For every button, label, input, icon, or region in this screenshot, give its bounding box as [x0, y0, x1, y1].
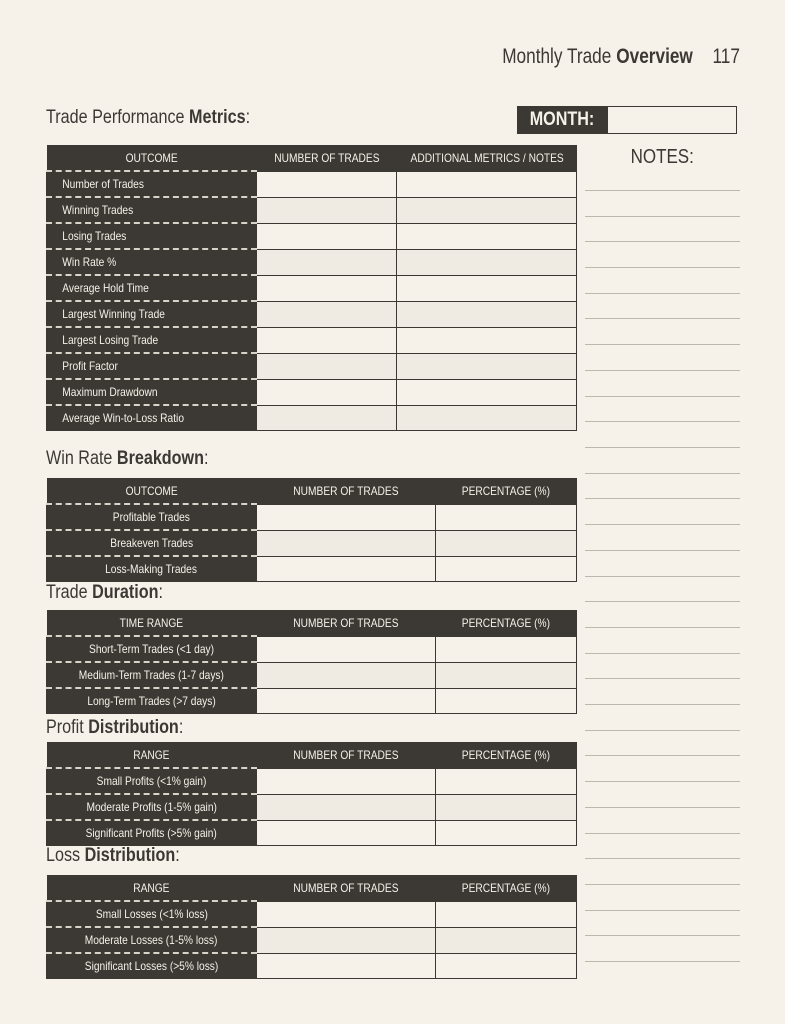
notes-cell[interactable] [397, 223, 577, 249]
trades-cell[interactable] [257, 794, 436, 820]
table-row [47, 556, 577, 582]
note-line[interactable] [585, 447, 740, 448]
notes-cell[interactable] [397, 197, 577, 223]
notes-cell[interactable] [397, 405, 577, 431]
note-line[interactable] [585, 498, 740, 499]
column-header: RANGE [47, 742, 257, 768]
notes-cell[interactable] [397, 327, 577, 353]
notes-cell[interactable] [397, 353, 577, 379]
table-row [47, 353, 577, 379]
row-label: Maximum Drawdown [47, 379, 257, 405]
column-header: NUMBER OF TRADES [257, 145, 397, 171]
table-row [47, 820, 577, 846]
row-label: Small Profits (<1% gain) [47, 768, 257, 794]
table-row [47, 197, 577, 223]
table-row [47, 927, 577, 953]
notes-title: NOTES: [630, 146, 695, 168]
percentage-cell[interactable] [436, 927, 577, 953]
trades-cell[interactable] [257, 405, 397, 431]
trades-cell[interactable] [257, 636, 436, 662]
loss-section-title: Loss Distribution: [46, 845, 180, 866]
column-header: ADDITIONAL METRICS / NOTES [397, 145, 577, 171]
note-line[interactable] [585, 396, 740, 397]
column-header: PERCENTAGE (%) [436, 742, 577, 768]
note-line[interactable] [585, 730, 740, 731]
table-row [47, 171, 577, 197]
trades-cell[interactable] [257, 171, 397, 197]
duration-section-title: Trade Duration: [46, 582, 163, 603]
trades-cell[interactable] [257, 504, 436, 530]
row-label: Largest Winning Trade [47, 301, 257, 327]
trades-cell[interactable] [257, 249, 397, 275]
month-box [517, 106, 737, 134]
note-line[interactable] [585, 293, 740, 294]
column-header: PERCENTAGE (%) [436, 610, 577, 636]
trades-cell[interactable] [257, 688, 436, 714]
table-row [47, 301, 577, 327]
table-row [47, 662, 577, 688]
row-label: Average Hold Time [47, 275, 257, 301]
note-line[interactable] [585, 961, 740, 962]
trades-cell[interactable] [257, 927, 436, 953]
note-line[interactable] [585, 678, 740, 679]
winrate-section-title: Win Rate Breakdown: [46, 448, 209, 469]
row-label: Long-Term Trades (>7 days) [47, 688, 257, 714]
note-line[interactable] [585, 833, 740, 834]
trades-cell[interactable] [257, 197, 397, 223]
notes-cell[interactable] [397, 379, 577, 405]
note-line[interactable] [585, 370, 740, 371]
column-header: RANGE [47, 875, 257, 901]
note-line[interactable] [585, 241, 740, 242]
winrate-table [46, 478, 577, 582]
row-label: Loss-Making Trades [47, 556, 257, 582]
page-header [450, 45, 740, 69]
note-line[interactable] [585, 704, 740, 705]
percentage-cell[interactable] [436, 662, 577, 688]
row-label: Short-Term Trades (<1 day) [47, 636, 257, 662]
loss-table [46, 875, 577, 979]
header-title-regular: Monthly Trade [502, 45, 612, 68]
column-header: NUMBER OF TRADES [257, 478, 436, 504]
row-label: Medium-Term Trades (1-7 days) [47, 662, 257, 688]
trades-cell[interactable] [257, 768, 436, 794]
table-row [47, 953, 577, 979]
table-row [47, 901, 577, 927]
row-label: Winning Trades [47, 197, 257, 223]
row-label: Losing Trades [47, 223, 257, 249]
note-line[interactable] [585, 807, 740, 808]
table-row [47, 223, 577, 249]
percentage-cell[interactable] [436, 688, 577, 714]
notes-cell[interactable] [397, 249, 577, 275]
percentage-cell[interactable] [436, 901, 577, 927]
notes-cell[interactable] [397, 171, 577, 197]
profit-table [46, 742, 577, 846]
table-row [47, 327, 577, 353]
note-line[interactable] [585, 755, 740, 756]
duration-table [46, 610, 577, 714]
percentage-cell[interactable] [436, 768, 577, 794]
notes-cell[interactable] [397, 275, 577, 301]
trades-cell[interactable] [257, 556, 436, 582]
notes-cell[interactable] [397, 301, 577, 327]
column-header: NUMBER OF TRADES [257, 742, 436, 768]
note-line[interactable] [585, 627, 740, 628]
performance-table [46, 145, 577, 431]
row-label: Profitable Trades [47, 504, 257, 530]
note-line[interactable] [585, 524, 740, 525]
row-label: Number of Trades [47, 171, 257, 197]
note-line[interactable] [585, 884, 740, 885]
header-title-bold: Overview [616, 45, 693, 68]
note-line[interactable] [585, 190, 740, 191]
table-row [47, 530, 577, 556]
percentage-cell[interactable] [436, 820, 577, 846]
note-line[interactable] [585, 267, 740, 268]
column-header: NUMBER OF TRADES [257, 610, 436, 636]
column-header: OUTCOME [47, 478, 257, 504]
note-line[interactable] [585, 421, 740, 422]
note-line[interactable] [585, 216, 740, 217]
table-row [47, 768, 577, 794]
note-line[interactable] [585, 550, 740, 551]
trades-cell[interactable] [257, 275, 397, 301]
table-row [47, 688, 577, 714]
column-header: OUTCOME [47, 145, 257, 171]
row-label: Largest Losing Trade [47, 327, 257, 353]
note-line[interactable] [585, 318, 740, 319]
note-line[interactable] [585, 858, 740, 859]
note-line[interactable] [585, 910, 740, 911]
trades-cell[interactable] [257, 530, 436, 556]
table-row [47, 379, 577, 405]
table-row [47, 249, 577, 275]
trades-cell[interactable] [257, 223, 397, 249]
trades-cell[interactable] [257, 662, 436, 688]
trades-cell[interactable] [257, 301, 397, 327]
column-header: PERCENTAGE (%) [436, 478, 577, 504]
profit-section-title: Profit Distribution: [46, 717, 184, 738]
row-label: Average Win-to-Loss Ratio [47, 405, 257, 431]
percentage-cell[interactable] [436, 504, 577, 530]
row-label: Moderate Losses (1-5% loss) [47, 927, 257, 953]
percentage-cell[interactable] [436, 530, 577, 556]
column-header: TIME RANGE [47, 610, 257, 636]
row-label: Moderate Profits (1-5% gain) [47, 794, 257, 820]
performance-section-title: Trade Performance Metrics: [46, 107, 251, 128]
percentage-cell[interactable] [436, 953, 577, 979]
percentage-cell[interactable] [436, 636, 577, 662]
month-input[interactable] [607, 106, 737, 134]
note-line[interactable] [585, 473, 740, 474]
table-row [47, 794, 577, 820]
note-line[interactable] [585, 935, 740, 936]
note-line[interactable] [585, 576, 740, 577]
percentage-cell[interactable] [436, 556, 577, 582]
page-number: 117 [712, 45, 740, 68]
row-label: Profit Factor [47, 353, 257, 379]
row-label: Significant Losses (>5% loss) [47, 953, 257, 979]
table-row [47, 405, 577, 431]
row-label: Small Losses (<1% loss) [47, 901, 257, 927]
note-line[interactable] [585, 601, 740, 602]
trades-cell[interactable] [257, 820, 436, 846]
table-row [47, 275, 577, 301]
row-label: Significant Profits (>5% gain) [47, 820, 257, 846]
note-line[interactable] [585, 781, 740, 782]
trades-cell[interactable] [257, 901, 436, 927]
month-label: MONTH: [517, 106, 607, 134]
column-header: PERCENTAGE (%) [436, 875, 577, 901]
table-row [47, 636, 577, 662]
trades-cell[interactable] [257, 953, 436, 979]
trades-cell[interactable] [257, 327, 397, 353]
percentage-cell[interactable] [436, 794, 577, 820]
column-header: NUMBER OF TRADES [257, 875, 436, 901]
note-line[interactable] [585, 344, 740, 345]
table-row [47, 504, 577, 530]
trades-cell[interactable] [257, 353, 397, 379]
note-line[interactable] [585, 653, 740, 654]
trades-cell[interactable] [257, 379, 397, 405]
row-label: Breakeven Trades [47, 530, 257, 556]
row-label: Win Rate % [47, 249, 257, 275]
